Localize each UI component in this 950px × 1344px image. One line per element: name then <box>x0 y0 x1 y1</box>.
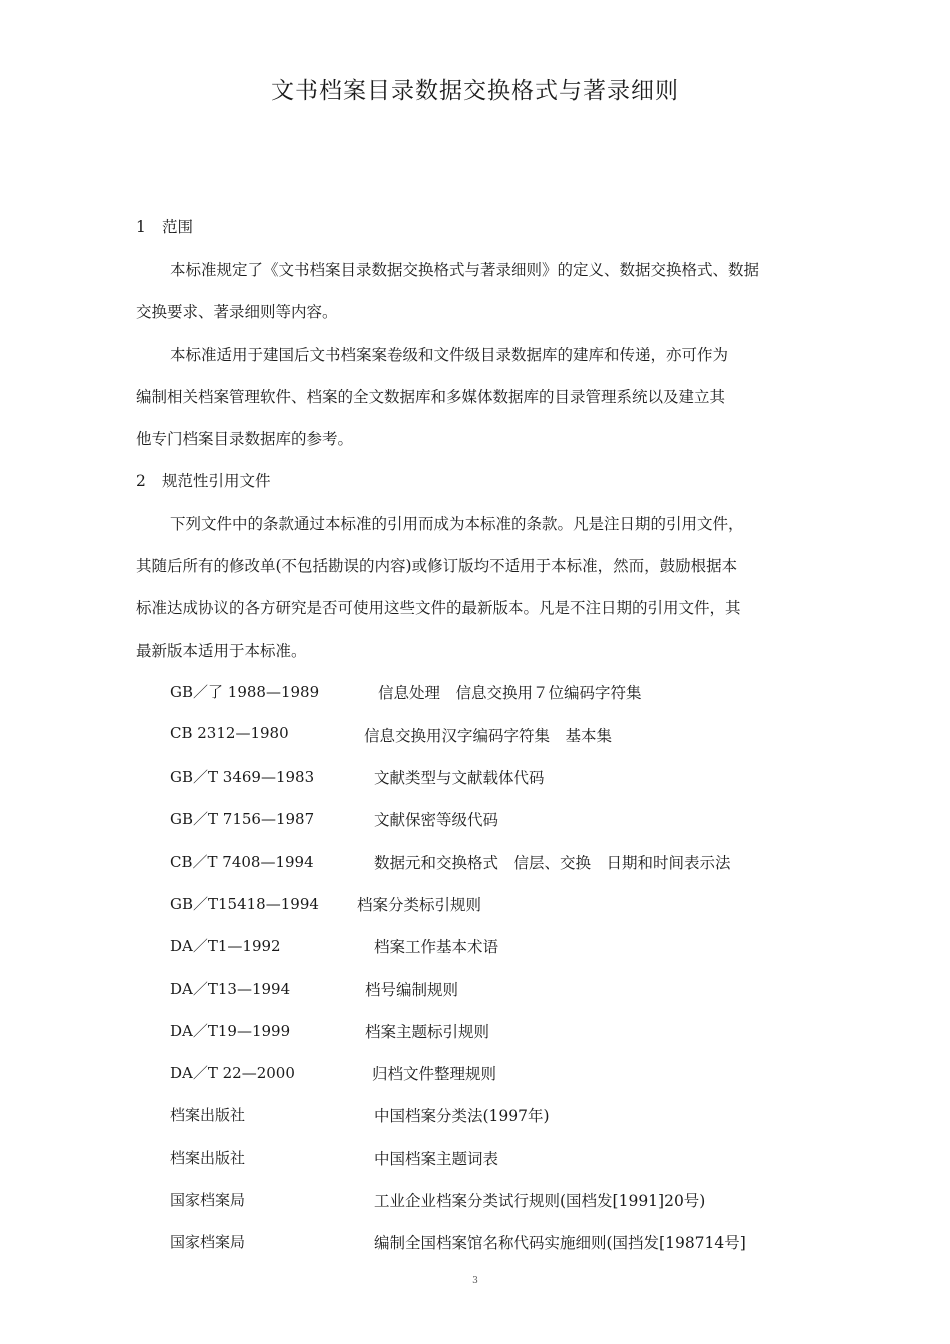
reference-title: 工业企业档案分类试行规则(国档发[1991]20号) <box>374 1192 706 1210</box>
reference-code: GB／T 3469—1983 <box>170 768 315 786</box>
reference-code: GB／T 7156—1987 <box>170 810 315 828</box>
section-1-heading <box>136 215 193 237</box>
reference-title: 文献保密等级代码 <box>374 811 499 829</box>
reference-title: 档号编制规则 <box>365 981 459 999</box>
reference-code: DA／T13—1994 <box>170 980 291 998</box>
reference-title: 文献类型与文献载体代码 <box>374 769 545 787</box>
reference-code: GB／T15418—1994 <box>170 895 319 913</box>
section-title: 规范性引用文件 <box>162 472 271 490</box>
paragraph-line: 本标准适用于建国后文书档案案卷级和文件级目录数据库的建库和传递，亦可作为 <box>170 346 729 364</box>
reference-code: 档案出版社 <box>170 1149 246 1167</box>
section-number: 2 <box>136 472 146 490</box>
section-number: 1 <box>136 218 146 236</box>
section-title: 范围 <box>162 218 194 236</box>
reference-code: CB 2312—1980 <box>170 724 289 742</box>
paragraph-line: 交换要求、著录细则等内容。 <box>136 303 338 321</box>
document-title: 文书档案目录数据交换格式与著录细则 <box>271 78 679 104</box>
reference-title: 中国档案主题词表 <box>374 1150 499 1168</box>
reference-title: 归档文件整理规则 <box>372 1065 497 1083</box>
reference-title: 编制全国档案馆名称代码实施细则(国挡发[198714号] <box>374 1234 746 1252</box>
reference-title: 中国档案分类法(1997年) <box>374 1107 550 1125</box>
paragraph-line: 其随后所有的修改单(不包括勘误的内容)或修订版均不适用于本标准，然而，鼓励根据本 <box>136 557 738 575</box>
reference-code: 国家档案局 <box>170 1191 246 1209</box>
section-2-heading <box>136 469 271 491</box>
reference-code: DA／T1—1992 <box>170 937 281 955</box>
paragraph-line: 本标准规定了《文书档案目录数据交换格式与著录细则》的定义、数据交换格式、数据 <box>170 261 760 279</box>
reference-code: DA／T 22—2000 <box>170 1064 295 1082</box>
reference-title: 信息交换用汉字编码字符集 基本集 <box>364 727 613 745</box>
reference-title: 档案工作基本术语 <box>374 938 499 956</box>
reference-code: 档案出版社 <box>170 1106 246 1124</box>
paragraph-line: 他专门档案目录数据库的参考。 <box>136 430 354 448</box>
reference-title: 信息处理 信息交换用７位编码字符集 <box>378 684 642 702</box>
reference-title: 档案分类标引规则 <box>357 896 482 914</box>
paragraph-line: 标准达成协议的各方研究是否可使用这些文件的最新版本。凡是不注日期的引用文件，其 <box>136 599 741 617</box>
paragraph-line: 最新版本适用于本标准。 <box>136 642 307 660</box>
paragraph-line: 下列文件中的条款通过本标准的引用而成为本标准的条款。凡是注日期的引用文件， <box>170 515 744 533</box>
reference-code: CB／T 7408—1994 <box>170 853 314 871</box>
paragraph-line: 编制相关档案管理软件、档案的全文数据库和多媒体数据库的目录管理系统以及建立其 <box>136 388 726 406</box>
reference-code: 国家档案局 <box>170 1233 246 1251</box>
reference-code: DA／T19—1999 <box>170 1022 291 1040</box>
reference-code: GB／了 1988—1989 <box>170 683 320 701</box>
reference-title: 档案主题标引规则 <box>365 1023 490 1041</box>
page-number: 3 <box>472 1276 478 1286</box>
reference-title: 数据元和交换格式 信层、交换 日期和时间表示法 <box>374 854 731 872</box>
